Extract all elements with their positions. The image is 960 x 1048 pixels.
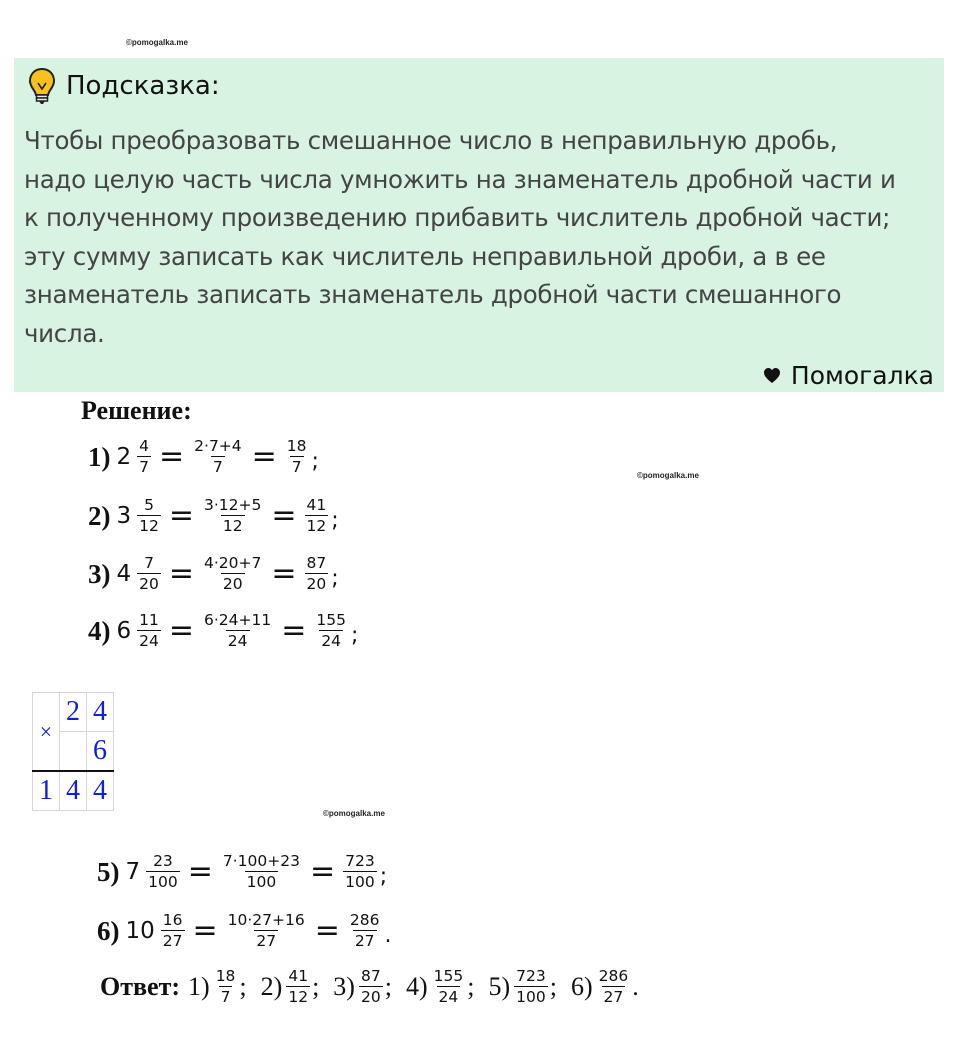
- numerator: 87: [360, 967, 381, 985]
- denominator: 20: [360, 988, 381, 1006]
- denominator: 7: [212, 458, 223, 476]
- denominator: 24: [321, 632, 342, 650]
- denominator: 12: [139, 517, 159, 535]
- fraction: [348, 912, 382, 950]
- punctuation: ;: [311, 448, 319, 474]
- whole-part: 3: [116, 503, 132, 529]
- hint-header: [28, 66, 220, 106]
- whole-part: 10: [125, 918, 155, 944]
- hint-line: к полученному произведению прибавить числитель дробной части;: [24, 203, 891, 233]
- punctuation: .: [632, 972, 639, 1001]
- equals-sign: =: [192, 913, 218, 948]
- denominator: 100: [345, 873, 375, 891]
- equation-row: [88, 438, 319, 476]
- denominator: 27: [354, 932, 375, 950]
- equals-sign: =: [281, 613, 307, 648]
- hint-line: числа.: [24, 318, 105, 348]
- fraction: [137, 438, 151, 476]
- punctuation: ;: [331, 565, 339, 591]
- answer-number: 4): [405, 972, 428, 1001]
- equation-row: [97, 853, 387, 891]
- answer-number: 6): [570, 972, 593, 1001]
- denominator: 100: [246, 873, 277, 891]
- digit-cell: 4: [87, 771, 114, 811]
- solution-title: Решение:: [81, 396, 192, 425]
- denominator: 7: [220, 988, 231, 1006]
- denominator: 24: [227, 632, 248, 650]
- numerator: 723: [516, 967, 546, 985]
- hint-box: [14, 58, 944, 392]
- answer-number: 5): [488, 972, 511, 1001]
- equation-number: 1): [88, 441, 111, 472]
- denominator: 20: [306, 575, 327, 593]
- answer-number: 1): [188, 972, 210, 1001]
- watermark: ©pomogalka.me: [323, 809, 385, 818]
- punctuation: ;: [331, 507, 339, 533]
- numerator: 7: [144, 554, 154, 572]
- denominator: 100: [148, 873, 178, 891]
- equals-sign: =: [187, 854, 213, 889]
- lightbulb-icon: [28, 67, 56, 105]
- fraction: [202, 612, 273, 650]
- heart-icon: [763, 367, 781, 384]
- signature-text: Помогалка: [790, 361, 934, 390]
- punctuation: ;: [312, 972, 320, 1001]
- equation-number: 2): [88, 500, 111, 531]
- hint-signature: [763, 361, 934, 390]
- fraction: [202, 497, 263, 535]
- punctuation: ;: [239, 972, 247, 1001]
- hint-line: Чтобы преобразовать смешанное число в неправильную дробь,: [24, 126, 838, 155]
- fraction: [221, 853, 302, 891]
- equals-sign: =: [168, 556, 195, 591]
- numerator: 7·100+23: [222, 852, 300, 870]
- equation-number: 6): [97, 915, 120, 946]
- numerator: 723: [345, 852, 375, 870]
- fraction: [137, 612, 161, 650]
- numerator: 16: [162, 911, 183, 929]
- numerator: 10·27+16: [227, 911, 305, 929]
- numerator: 286: [598, 967, 629, 985]
- hint-line: надо целую часть числа умножить на знаменатель дробной части и: [24, 164, 896, 194]
- answer-number: 2): [260, 972, 283, 1001]
- denominator: 27: [162, 932, 183, 950]
- denominator: 12: [288, 988, 309, 1006]
- watermark: ©pomogalka.me: [126, 38, 188, 47]
- digit-cell: 2: [60, 693, 87, 732]
- equation-row: [88, 555, 339, 593]
- whole-part: 6: [116, 618, 132, 644]
- punctuation: .: [384, 922, 392, 948]
- fraction: [137, 555, 161, 593]
- fraction: [343, 853, 377, 891]
- answer-number: 3): [333, 972, 355, 1001]
- denominator: 27: [256, 932, 277, 950]
- answer-label: Ответ:: [100, 972, 181, 1001]
- numerator: 155: [316, 611, 346, 629]
- equals-sign: =: [309, 854, 336, 889]
- numerator: 4·20+7: [204, 554, 262, 572]
- column-multiplication: [32, 692, 114, 811]
- numerator: 18: [215, 967, 236, 985]
- equation-row: [97, 912, 391, 950]
- numerator: 41: [306, 496, 327, 514]
- digit-cell: 1: [33, 771, 60, 811]
- hint-title: Подсказка:: [66, 71, 220, 101]
- equation-row: [88, 497, 339, 535]
- numerator: 87: [306, 554, 327, 572]
- fraction: [192, 438, 244, 476]
- fraction: [226, 912, 307, 950]
- hint-line: эту сумму записать как числитель неправильной дроби, а в ее: [24, 241, 826, 271]
- fraction: [359, 968, 383, 1006]
- answer-item: [188, 968, 247, 1006]
- fraction: [305, 497, 329, 535]
- fraction: [314, 612, 348, 650]
- watermark: ©pomogalka.me: [637, 471, 699, 480]
- fraction: [137, 497, 161, 535]
- equals-sign: =: [168, 613, 195, 648]
- numerator: 286: [349, 911, 380, 929]
- denominator: 24: [139, 632, 159, 650]
- fraction: [146, 853, 180, 891]
- numerator: 6·24+11: [204, 611, 272, 629]
- numerator: 23: [153, 852, 173, 870]
- fraction: [202, 555, 263, 593]
- equals-sign: =: [314, 913, 340, 948]
- fraction: [161, 912, 185, 950]
- denominator: 12: [222, 517, 243, 535]
- numerator: 18: [286, 437, 307, 455]
- fraction: [286, 968, 310, 1006]
- whole-part: 2: [116, 444, 132, 470]
- digit-cell: 4: [60, 771, 87, 811]
- multiply-sign: ×: [33, 693, 60, 772]
- hint-line: знаменатель записать знаменатель дробной части смешанного: [24, 280, 842, 310]
- answer-item: [571, 968, 639, 1006]
- denominator: 7: [139, 458, 150, 476]
- punctuation: ;: [379, 863, 388, 889]
- punctuation: ;: [549, 972, 557, 1001]
- equals-sign: =: [271, 498, 297, 533]
- answer-item: [488, 968, 557, 1006]
- numerator: 41: [288, 967, 309, 985]
- fraction: [305, 555, 329, 593]
- denominator: 20: [139, 575, 159, 593]
- whole-part: 4: [116, 561, 132, 587]
- fraction: [597, 968, 631, 1006]
- numerator: 4: [139, 437, 150, 455]
- denominator: 100: [516, 988, 546, 1006]
- punctuation: ;: [467, 972, 475, 1001]
- equation-number: 4): [88, 615, 111, 646]
- answer-item: [333, 968, 392, 1006]
- numerator: 2·7+4: [194, 437, 242, 455]
- denominator: 12: [306, 517, 327, 535]
- denominator: 24: [438, 988, 459, 1006]
- punctuation: ;: [384, 972, 392, 1001]
- numerator: 5: [144, 496, 154, 514]
- equation-number: 3): [88, 558, 111, 589]
- answer-line: [100, 968, 653, 1006]
- denominator: 27: [603, 988, 624, 1006]
- fraction: [285, 438, 309, 476]
- digit-cell: 4: [87, 693, 114, 732]
- punctuation: ;: [350, 622, 359, 648]
- equals-sign: =: [159, 439, 185, 474]
- hint-text: [24, 122, 936, 354]
- numerator: 3·12+5: [204, 496, 262, 514]
- equation-row: [88, 612, 358, 650]
- fraction: [514, 968, 548, 1006]
- equals-sign: =: [271, 556, 297, 591]
- denominator: 7: [291, 458, 302, 476]
- numerator: 11: [139, 611, 159, 629]
- numerator: 155: [433, 967, 464, 985]
- equation-number: 5): [97, 856, 120, 887]
- answer-item: [406, 968, 475, 1006]
- fraction: [432, 968, 466, 1006]
- answer-item: [261, 968, 320, 1006]
- equals-sign: =: [251, 439, 277, 474]
- digit-cell: 6: [87, 732, 114, 772]
- denominator: 20: [222, 575, 243, 593]
- fraction: [214, 968, 238, 1006]
- digit-cell: [60, 732, 87, 772]
- equals-sign: =: [168, 498, 195, 533]
- whole-part: 7: [125, 859, 141, 885]
